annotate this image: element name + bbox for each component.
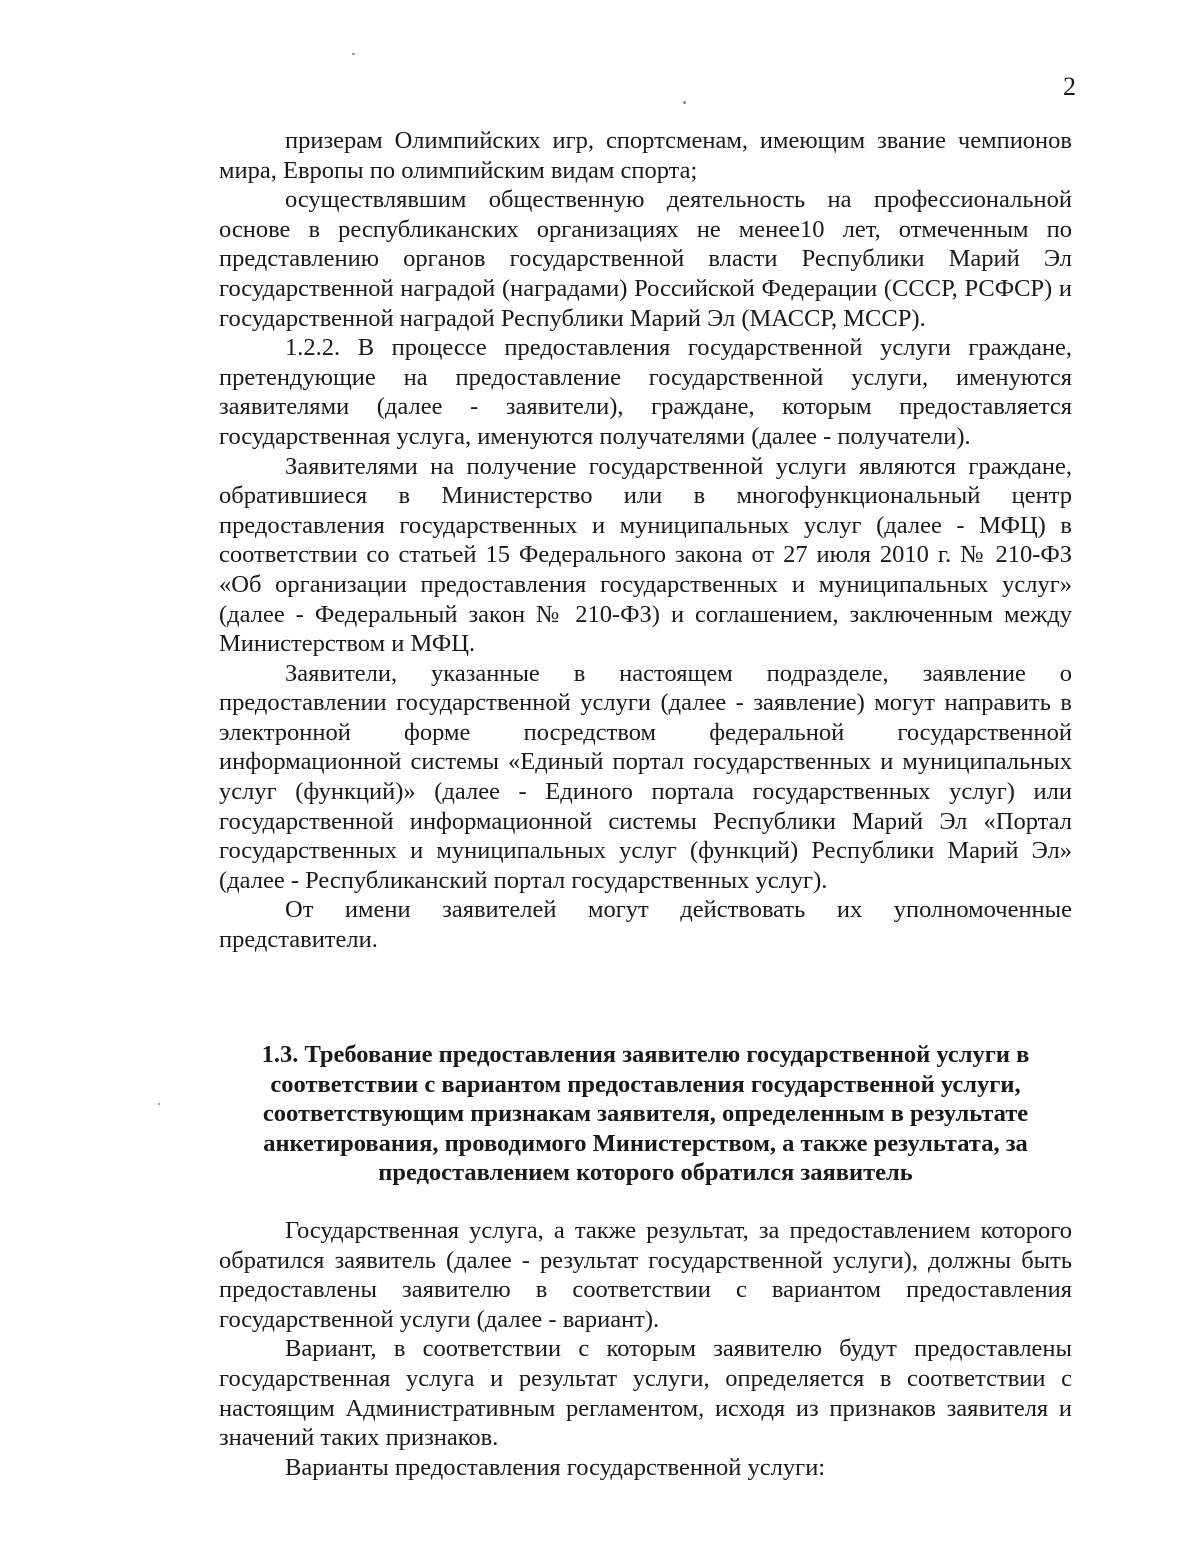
paragraph-applicants: Заявителями на получение государственной услуги являются граждане, обратившиеся в Министерство или в многофункциональный центр предоставления государственных и муниципальных услуг (далее - МФЦ) в соответствии со статьей 15 Федерального закона от 27 июля 2010 г. № 210-ФЗ «Об организации предоставления государственных и муниципальных услуг» (далее - Федеральный закон № 210-ФЗ) и соглашением, заключенным между Министерством и МФЦ. xyxy=(219,452,1072,658)
paragraph-variants-list: Варианты предоставления государственной услуги: xyxy=(285,1453,826,1481)
paragraph-public-activity: осуществлявшим общественную деятельность на профессиональной основе в республиканских организациях не менее10 лет, отмеченным по представлению органов государственной власти Республики Марий Эл государственной наградой (наградами) Российской Федерации (СССР, РСФСР) и государственной наградой Республики Марий Эл (МАССР, МССР). xyxy=(219,186,1072,332)
paragraph-electronic-form: Заявители, указанные в настоящем подразделе, заявление о предоставлении государственной услуги (далее - заявление) могут направить в электронной форме посредством федеральной государственной информационной системы «Единый портал государственных и муниципальных услуг (функций)» (далее - Единого портала государственных услуг) или государственной информационной системы Республики Марий Эл «Портал государственных и муниципальных услуг (функций) Республики Марий Эл» (далее - Республиканский портал государственных услуг). xyxy=(219,659,1072,894)
paragraph-representatives: От имени заявителей могут действовать их уполномоченные представители. xyxy=(219,896,1072,954)
paragraph-1-2-2: 1.2.2. В процессе предоставления государственной услуги граждане, претендующие на предоставление государственной услуги, именуются заявителями (далее - заявители), граждане, которым предоставляется государственная услуга, именуются получателями (далее - получатели). xyxy=(219,334,1072,450)
section-heading-1-3: 1.3. Требование предоставления заявителю государственной услуги в соответствии с вариантом предоставления государственной услуги, соответствующим признакам заявителя, определенным в результате анкетирования, проводимого Министерством, а также результата, за предоставлением которого обратился заявитель xyxy=(261,1041,1030,1187)
body-text-top xyxy=(219,126,1072,955)
paragraph-prizewinners: призерам Олимпийских игр, спортсменам, имеющим звание чемпионов мира, Европы по олимпийским видам спорта; xyxy=(219,127,1072,184)
paragraph-service-result: Государственная услуга, а также результат, за предоставлением которого обратился заявитель (далее - результат государственной услуги), должны быть предоставлены заявителю в соответствии с вариантом предоставления государственной услуги (далее - вариант). xyxy=(219,1217,1072,1333)
scan-speck xyxy=(158,1103,160,1105)
scan-speck xyxy=(683,101,686,104)
paragraph-variant: Вариант, в соответствии с которым заявителю будут предоставлены государственная услуга и результат услуги, определяется в соответствии с настоящим Административным регламентом, исходя из признаков заявителя и значений таких признаков. xyxy=(219,1335,1072,1452)
page-number: 2 xyxy=(1063,72,1076,101)
scan-speck xyxy=(352,53,355,55)
body-text-bottom xyxy=(219,1216,1072,1482)
